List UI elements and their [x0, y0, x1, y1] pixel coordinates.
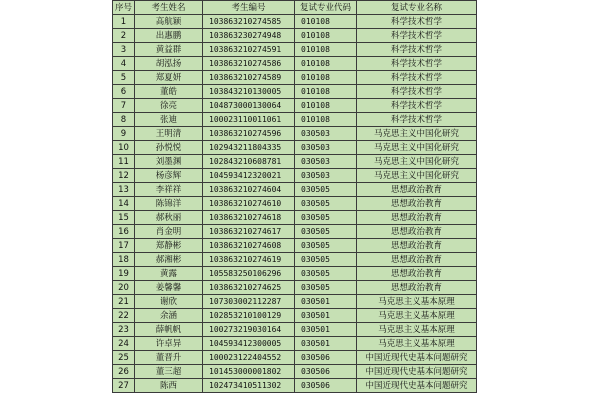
- serial-cell: 22: [113, 309, 135, 323]
- candidate-id-cell: 104593412300005: [203, 337, 295, 351]
- major-code-cell: 030506: [295, 365, 357, 379]
- name-cell: 杨彦辉: [135, 169, 203, 183]
- serial-cell: 1: [113, 15, 135, 29]
- major-code-cell: 030505: [295, 267, 357, 281]
- major-code-cell: 030506: [295, 351, 357, 365]
- major-name-cell: 马克思主义基本原理: [357, 337, 477, 351]
- major-code-cell: 010108: [295, 71, 357, 85]
- major-name-cell: 思想政治教育: [357, 239, 477, 253]
- serial-cell: 16: [113, 225, 135, 239]
- candidate-id-cell: 100023122404552: [203, 351, 295, 365]
- table-row: [113, 197, 477, 211]
- table-row: [113, 43, 477, 57]
- serial-cell: 12: [113, 169, 135, 183]
- major-code-cell: 010108: [295, 15, 357, 29]
- major-name-cell: 科学技术哲学: [357, 71, 477, 85]
- name-cell: 徐亮: [135, 99, 203, 113]
- major-name-cell: 科学技术哲学: [357, 85, 477, 99]
- table-header-row: [113, 1, 477, 15]
- name-cell: 董晋升: [135, 351, 203, 365]
- major-code-cell: 030503: [295, 169, 357, 183]
- candidate-id-cell: 103863210274618: [203, 211, 295, 225]
- candidate-id-cell: 103863230274948: [203, 29, 295, 43]
- candidate-id-cell: 102853210100129: [203, 309, 295, 323]
- table-row: [113, 99, 477, 113]
- candidate-id-cell: 103863210274610: [203, 197, 295, 211]
- name-cell: 刘墨渊: [135, 155, 203, 169]
- major-name-cell: 科学技术哲学: [357, 43, 477, 57]
- table-row: [113, 57, 477, 71]
- name-cell: 王明清: [135, 127, 203, 141]
- name-cell: 孙悦悦: [135, 141, 203, 155]
- header-major-code: 复试专业代码: [295, 1, 357, 15]
- admission-table-sheet: [112, 0, 476, 393]
- name-cell: 出惠鹏: [135, 29, 203, 43]
- major-name-cell: 思想政治教育: [357, 197, 477, 211]
- major-code-cell: 030501: [295, 323, 357, 337]
- major-name-cell: 马克思主义中国化研究: [357, 127, 477, 141]
- candidate-id-cell: 103863210274596: [203, 127, 295, 141]
- table-row: [113, 365, 477, 379]
- table-row: [113, 351, 477, 365]
- table-row: [113, 211, 477, 225]
- candidate-id-cell: 103863210274591: [203, 43, 295, 57]
- major-code-cell: 030503: [295, 155, 357, 169]
- major-name-cell: 思想政治教育: [357, 225, 477, 239]
- serial-cell: 4: [113, 57, 135, 71]
- major-code-cell: 030505: [295, 183, 357, 197]
- candidate-id-cell: 107303002112287: [203, 295, 295, 309]
- major-code-cell: 010108: [295, 113, 357, 127]
- name-cell: 胡泓扬: [135, 57, 203, 71]
- table-row: [113, 169, 477, 183]
- header-name: 考生姓名: [135, 1, 203, 15]
- table-row: [113, 71, 477, 85]
- candidate-id-cell: 102843210608781: [203, 155, 295, 169]
- candidate-id-cell: 103863210274617: [203, 225, 295, 239]
- serial-cell: 7: [113, 99, 135, 113]
- major-code-cell: 030501: [295, 337, 357, 351]
- table-row: [113, 253, 477, 267]
- major-code-cell: 030503: [295, 141, 357, 155]
- name-cell: 董三超: [135, 365, 203, 379]
- name-cell: 姜馨馨: [135, 281, 203, 295]
- major-code-cell: 030501: [295, 295, 357, 309]
- serial-cell: 18: [113, 253, 135, 267]
- serial-cell: 5: [113, 71, 135, 85]
- major-code-cell: 030505: [295, 239, 357, 253]
- table-row: [113, 225, 477, 239]
- major-name-cell: 思想政治教育: [357, 183, 477, 197]
- major-code-cell: 030505: [295, 197, 357, 211]
- name-cell: 黄露: [135, 267, 203, 281]
- major-name-cell: 科学技术哲学: [357, 99, 477, 113]
- major-name-cell: 中国近现代史基本问题研究: [357, 351, 477, 365]
- table-row: [113, 267, 477, 281]
- name-cell: 谢欣: [135, 295, 203, 309]
- serial-cell: 26: [113, 365, 135, 379]
- major-name-cell: 马克思主义中国化研究: [357, 141, 477, 155]
- major-name-cell: 马克思主义基本原理: [357, 309, 477, 323]
- table-row: [113, 155, 477, 169]
- name-cell: 黄益群: [135, 43, 203, 57]
- candidate-id-cell: 101453000001802: [203, 365, 295, 379]
- major-code-cell: 010108: [295, 43, 357, 57]
- candidate-id-cell: 102943211804335: [203, 141, 295, 155]
- major-name-cell: 科学技术哲学: [357, 29, 477, 43]
- serial-cell: 6: [113, 85, 135, 99]
- table-row: [113, 379, 477, 393]
- table-row: [113, 323, 477, 337]
- table-body: [113, 15, 477, 393]
- major-name-cell: 科学技术哲学: [357, 113, 477, 127]
- candidate-id-cell: 103863210274619: [203, 253, 295, 267]
- major-code-cell: 010108: [295, 85, 357, 99]
- name-cell: 郝秋丽: [135, 211, 203, 225]
- candidate-id-cell: 103863210274604: [203, 183, 295, 197]
- table-row: [113, 337, 477, 351]
- serial-cell: 23: [113, 323, 135, 337]
- header-serial: 序号: [113, 1, 135, 15]
- major-code-cell: 010108: [295, 29, 357, 43]
- major-code-cell: 030506: [295, 379, 357, 393]
- name-cell: 陈西: [135, 379, 203, 393]
- table-row: [113, 141, 477, 155]
- candidate-id-cell: 103863210274585: [203, 15, 295, 29]
- candidate-id-cell: 103863210274589: [203, 71, 295, 85]
- major-code-cell: 010108: [295, 99, 357, 113]
- serial-cell: 11: [113, 155, 135, 169]
- major-name-cell: 马克思主义中国化研究: [357, 155, 477, 169]
- table-row: [113, 15, 477, 29]
- serial-cell: 2: [113, 29, 135, 43]
- major-name-cell: 中国近现代史基本问题研究: [357, 379, 477, 393]
- name-cell: 高航颖: [135, 15, 203, 29]
- candidate-id-cell: 100023110011061: [203, 113, 295, 127]
- header-candidate-id: 考生编号: [203, 1, 295, 15]
- major-name-cell: 思想政治教育: [357, 267, 477, 281]
- table-row: [113, 183, 477, 197]
- candidate-id-cell: 103863210274586: [203, 57, 295, 71]
- name-cell: 薛帆帆: [135, 323, 203, 337]
- serial-cell: 14: [113, 197, 135, 211]
- major-code-cell: 030505: [295, 225, 357, 239]
- major-code-cell: 030505: [295, 211, 357, 225]
- table-row: [113, 239, 477, 253]
- major-code-cell: 010108: [295, 57, 357, 71]
- serial-cell: 27: [113, 379, 135, 393]
- serial-cell: 9: [113, 127, 135, 141]
- table-row: [113, 85, 477, 99]
- serial-cell: 17: [113, 239, 135, 253]
- table-row: [113, 281, 477, 295]
- candidate-id-cell: 105583250106296: [203, 267, 295, 281]
- name-cell: 董皓: [135, 85, 203, 99]
- table-row: [113, 127, 477, 141]
- name-cell: 余涵: [135, 309, 203, 323]
- major-name-cell: 科学技术哲学: [357, 57, 477, 71]
- candidate-id-cell: 102473410511302: [203, 379, 295, 393]
- candidate-id-cell: 100273219030164: [203, 323, 295, 337]
- candidate-id-cell: 103863210274608: [203, 239, 295, 253]
- name-cell: 郝湘彬: [135, 253, 203, 267]
- table-row: [113, 29, 477, 43]
- name-cell: 郑夏妍: [135, 71, 203, 85]
- major-name-cell: 科学技术哲学: [357, 15, 477, 29]
- major-code-cell: 030503: [295, 127, 357, 141]
- major-name-cell: 马克思主义基本原理: [357, 323, 477, 337]
- serial-cell: 8: [113, 113, 135, 127]
- major-name-cell: 思想政治教育: [357, 211, 477, 225]
- serial-cell: 24: [113, 337, 135, 351]
- major-name-cell: 马克思主义中国化研究: [357, 169, 477, 183]
- candidate-id-cell: 103843210130005: [203, 85, 295, 99]
- major-name-cell: 思想政治教育: [357, 253, 477, 267]
- serial-cell: 19: [113, 267, 135, 281]
- table-row: [113, 309, 477, 323]
- name-cell: 李祥祥: [135, 183, 203, 197]
- candidate-id-cell: 103863210274625: [203, 281, 295, 295]
- name-cell: 肖金明: [135, 225, 203, 239]
- admission-table: [112, 0, 477, 393]
- name-cell: 陈锦洋: [135, 197, 203, 211]
- major-code-cell: 030505: [295, 281, 357, 295]
- major-code-cell: 030501: [295, 309, 357, 323]
- name-cell: 许卓异: [135, 337, 203, 351]
- serial-cell: 13: [113, 183, 135, 197]
- major-name-cell: 中国近现代史基本问题研究: [357, 365, 477, 379]
- candidate-id-cell: 104593412320021: [203, 169, 295, 183]
- candidate-id-cell: 104873000130064: [203, 99, 295, 113]
- serial-cell: 25: [113, 351, 135, 365]
- name-cell: 张迪: [135, 113, 203, 127]
- serial-cell: 21: [113, 295, 135, 309]
- name-cell: 郑静彬: [135, 239, 203, 253]
- major-code-cell: 030505: [295, 253, 357, 267]
- table-row: [113, 113, 477, 127]
- table-row: [113, 295, 477, 309]
- serial-cell: 15: [113, 211, 135, 225]
- major-name-cell: 思想政治教育: [357, 281, 477, 295]
- major-name-cell: 马克思主义基本原理: [357, 295, 477, 309]
- serial-cell: 10: [113, 141, 135, 155]
- serial-cell: 3: [113, 43, 135, 57]
- header-major-name: 复试专业名称: [357, 1, 477, 15]
- serial-cell: 20: [113, 281, 135, 295]
